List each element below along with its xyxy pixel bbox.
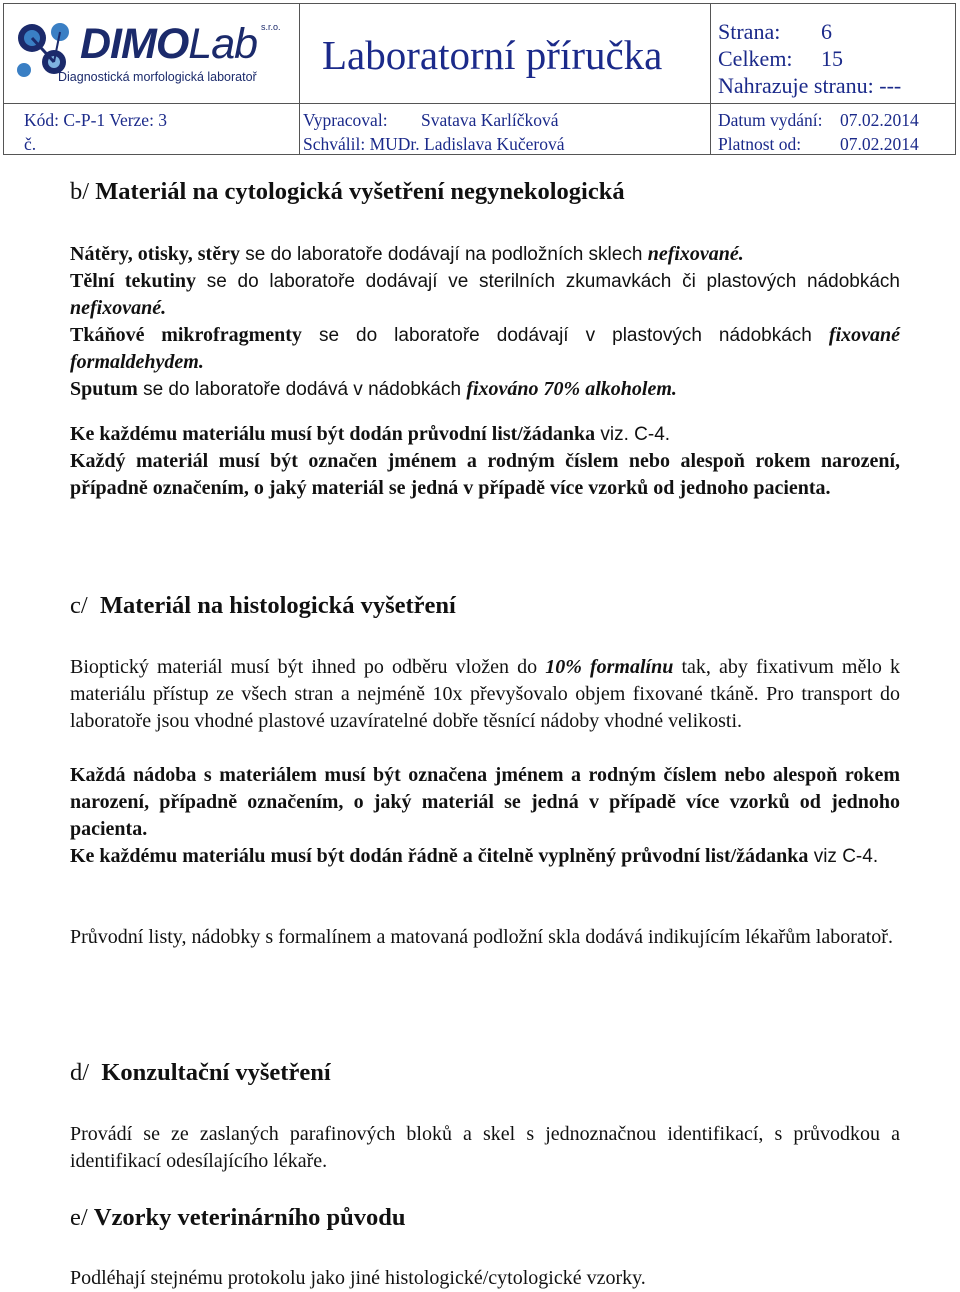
author-cell [300, 104, 711, 154]
title-cell [300, 4, 711, 104]
code-cell [4, 104, 300, 154]
section-e-body [70, 1265, 900, 1292]
logo-subtitle: Diagnostická morfologická laboratoř [58, 70, 257, 84]
paragraph-supplies: Průvodní listy, nádobky s formalínem a matovaná podložní skla dodává indikujícím lékařům laboratoř. [70, 926, 893, 948]
page-number: Strana: 6 [718, 19, 832, 44]
company-logo [10, 18, 292, 90]
logo-brand: DIMOLab [80, 20, 258, 68]
replaces-page: Nahrazuje stranu: --- [718, 73, 902, 98]
document-title: Laboratorní příručka [322, 32, 663, 78]
logo-suffix: s.r.o. [261, 22, 281, 32]
paragraph-container-labeling: Každá nádoba s materiálem musí být označena jménem a rodným číslem nebo alespoň rokem narození, případně označením, o jaký materiál se jedná v případě více vzorků od jednoho pacienta. [70, 764, 900, 840]
logo-cell [4, 4, 300, 104]
section-b-body [70, 241, 900, 502]
page-info-cell [711, 4, 955, 104]
paragraph-smears: Nátěry, otisky, stěry se do laboratoře dodávají na podložních sklech nefixované. [70, 243, 744, 265]
page-total: Celkem: 15 [718, 46, 843, 71]
paragraph-sputum: Sputum se do laboratoře dodává v nádobkách fixováno 70% alkoholem. [70, 378, 677, 400]
paragraph-body-fluids: Tělní tekutiny se do laboratoře dodávají ve sterilních zkumavkách či plastových nádobkách nefixované. [70, 270, 901, 319]
section-d-heading: d/ Konzultační vyšetření [70, 1059, 331, 1086]
section-d-body [70, 1121, 900, 1175]
section-c-body [70, 654, 900, 951]
approved-by: Schválil: MUDr. Ladislava Kučerová [303, 134, 565, 154]
paragraph-consultation: Provádí se ze zaslaných parafinových bloků a skel s jednoznačnou identifikací, s průvodkou a identifikací odesílajícího lékaře. [70, 1123, 900, 1172]
issue-date: Datum vydání: 07.02.2014 [718, 110, 919, 130]
paragraph-microfragments: Tkáňové mikrofragmenty se do laboratoře dodávají v plastových nádobkách fixované formaldehydem. [70, 324, 900, 373]
document-code-number: č. [24, 134, 37, 154]
section-e-heading: e/ Vzorky veterinárního původu [70, 1204, 406, 1231]
paragraph-requisition-c: Ke každému materiálu musí být dodán řádně a čitelně vyplněný průvodní list/žádanka viz C-4. [70, 845, 879, 867]
paragraph-requisition: Ke každému materiálu musí být dodán průvodní list/žádanka viz. C-4. [70, 423, 671, 445]
prepared-by: Vypracoval: Svatava Karlíčková [303, 110, 559, 130]
date-cell [711, 104, 955, 154]
section-b-heading: b/ Materiál na cytologická vyšetření negynekologická [70, 178, 625, 205]
paragraph-veterinary: Podléhají stejnému protokolu jako jiné histologické/cytologické vzorky. [70, 1267, 646, 1289]
valid-from: Platnost od: 07.02.2014 [718, 134, 919, 154]
section-c-heading: c/ Materiál na histologická vyšetření [70, 592, 456, 619]
paragraph-biopsy: Bioptický materiál musí být ihned po odběru vložen do 10% formalínu tak, aby fixativum mělo k materiálu přístup ze všech stran a nejméně 10x převyšovalo objem fixované tkáně. Pro transport do laboratoře jsou vhodné plastové uzavíratelné dobře těsnící nádoby vhodné velikosti. [70, 656, 900, 732]
paragraph-labeling: Každý materiál musí být označen jménem a rodným číslem nebo alespoň rokem narození, případně označením, o jaký materiál se jedná v případě více vzorků od jednoho pacienta. [70, 450, 900, 499]
document-header [3, 3, 956, 155]
document-code: Kód: C-P-1 Verze: 3 [24, 110, 168, 130]
